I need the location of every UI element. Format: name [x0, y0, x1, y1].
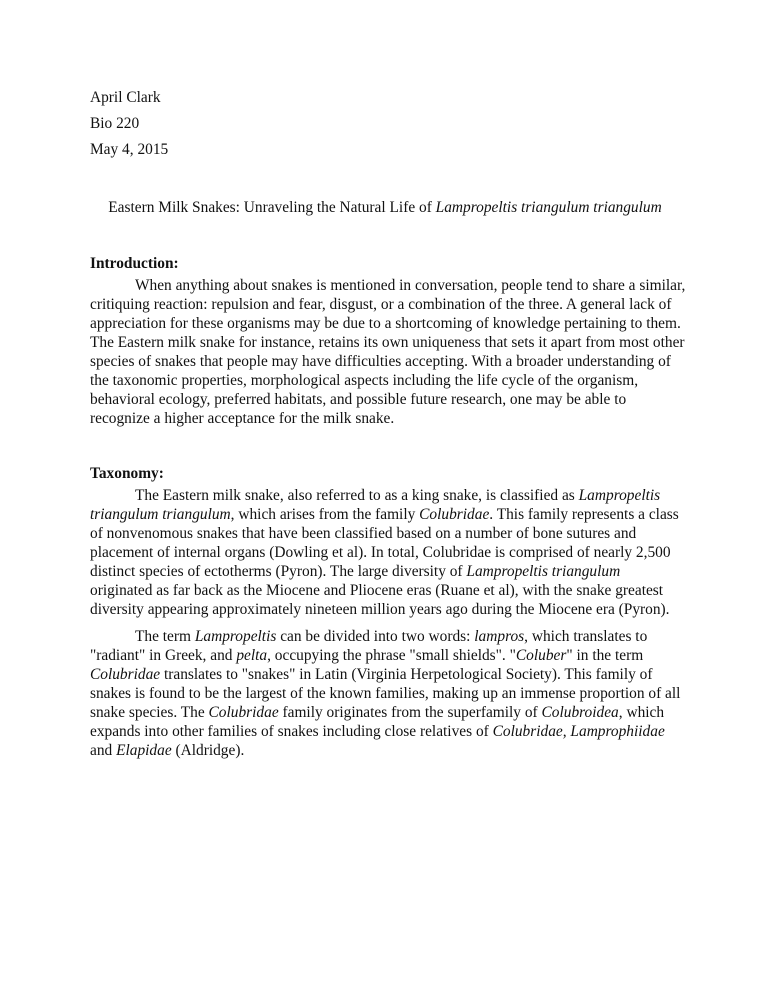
italic-run: Lampropeltis triangulum	[466, 563, 621, 580]
taxonomy-paragraph-1	[90, 486, 680, 619]
document-page	[90, 88, 686, 760]
tax-line	[90, 505, 680, 524]
text-run: can be divided into two words:	[276, 628, 475, 645]
text-run: , which	[618, 704, 665, 721]
tax-line: originated as far back as the Miocene and Pliocene eras (Ruane et al), with the snake greatest	[90, 582, 664, 599]
tax-line: snakes is found to be the largest of the known families, making up an immense proportion of all	[90, 685, 681, 702]
text-run: , which arises from the family	[230, 506, 420, 523]
text-run: snake species. The	[90, 704, 209, 721]
intro-line: recognize a higher acceptance for the milk snake.	[90, 410, 395, 427]
text-run: family originates from the superfamily of	[278, 704, 542, 721]
text-run: "radiant" in Greek, and	[90, 647, 237, 664]
tax-line	[90, 646, 680, 665]
italic-run: Colubridae	[419, 506, 490, 523]
text-run: distinct species of ectotherms (Pyron). The large diversity of	[90, 563, 467, 580]
text-run: expands into other families of snakes including close relatives of	[90, 723, 493, 740]
tax-line	[90, 486, 680, 505]
text-run: (Aldridge).	[171, 742, 245, 759]
italic-run: Elapidae	[116, 742, 172, 759]
text-run: translates to "snakes" in Latin (Virginia Herpetological Society). This family of	[160, 666, 653, 683]
italic-run: lampros	[474, 628, 525, 645]
intro-line: behavioral ecology, preferred habitats, and possible future research, one may be able to	[90, 391, 627, 408]
tax-line	[90, 627, 680, 646]
tax-line: diversity appearing approximately nineteen million years ago during the Miocene era (Pyron).	[90, 601, 670, 618]
title-species: Lampropeltis triangulum triangulum	[435, 199, 662, 216]
italic-run: Colubridae	[90, 666, 161, 683]
text-run: The Eastern milk snake, also referred to as a king snake, is classified as	[135, 487, 579, 504]
introduction-paragraph	[90, 276, 686, 428]
taxonomy-heading: Taxonomy:	[90, 465, 164, 482]
italic-run: Coluber	[515, 647, 567, 664]
text-run: " in the term	[566, 647, 644, 664]
italic-run: Lampropeltis	[578, 487, 661, 504]
tax-line	[90, 741, 680, 760]
course-name: Bio 220	[90, 115, 140, 132]
italic-run: pelta	[236, 647, 268, 664]
paper-date: May 4, 2015	[90, 141, 169, 158]
intro-line: appreciation for these organisms may be due to a shortcoming of knowledge pertaining to them.	[90, 315, 681, 332]
tax-line: placement of internal organs (Dowling et al). In total, Colubridae is comprised of nearly 2,500	[90, 544, 671, 561]
text-run: , which translates to	[524, 628, 648, 645]
paper-title	[90, 198, 680, 218]
italic-run: Colubridae, Lamprophiidae	[492, 723, 665, 740]
intro-line: species of snakes that people may have difficulties accepting. With a broader understanding of	[90, 353, 671, 370]
tax-line	[90, 703, 680, 722]
tax-line: of nonvenomous snakes that have been classified based on a number of bone sutures and	[90, 525, 637, 542]
text-run: , occupying the phrase "small shields". "	[267, 647, 516, 664]
author-name: April Clark	[90, 89, 161, 106]
italic-run: Lampropeltis	[194, 628, 277, 645]
intro-line: the taxonomic properties, morphological aspects including the life cycle of the organism,	[90, 372, 639, 389]
tax-line	[90, 562, 680, 581]
italic-run: Colubridae	[208, 704, 279, 721]
taxonomy-paragraph-2	[90, 627, 680, 760]
intro-line: The Eastern milk snake for instance, retains its own uniqueness that sets it apart from most other	[90, 334, 685, 351]
intro-line: critiquing reaction: repulsion and fear, disgust, or a combination of the three. A general lack of	[90, 296, 672, 313]
tax-line	[90, 722, 680, 741]
title-plain: Eastern Milk Snakes: Unraveling the Natural Life of	[108, 199, 436, 216]
introduction-heading: Introduction:	[90, 255, 179, 272]
tax-line	[90, 665, 680, 684]
text-run: . This family represents a class	[489, 506, 679, 523]
italic-run: Colubroidea	[541, 704, 619, 721]
text-run: and	[90, 742, 117, 759]
text-run: The term	[135, 628, 195, 645]
italic-run: triangulum triangulum	[90, 506, 231, 523]
intro-line: When anything about snakes is mentioned in conversation, people tend to share a similar,	[135, 277, 686, 294]
